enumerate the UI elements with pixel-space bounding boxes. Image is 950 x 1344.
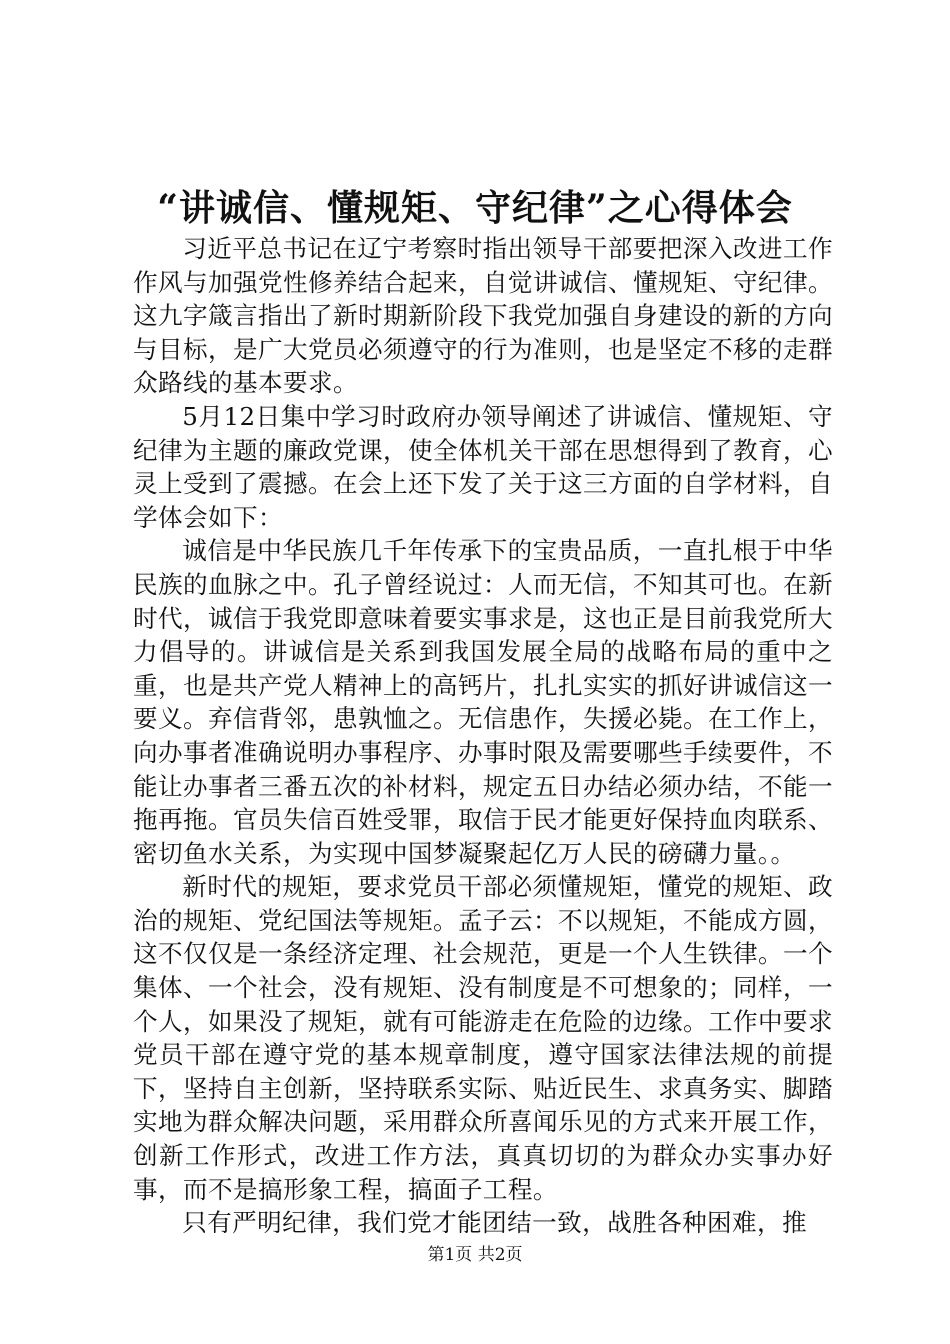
paragraph-4: 新时代的规矩，要求党员干部必须懂规矩，懂党的规矩、政治的规矩、党纪国法等规矩。孟子云：不以规矩，不能成方圆，这不仅仅是一条经济定理、社会规范，更是一个人生铁律。一个集体、一个社会，没有规矩、没有制度是不可想象的；同样，一个人，如果没了规矩，就有可能游走在危险的边缘。工作中要求党员干部在遵守党的基本规章制度，遵守国家法律法规的前提下，坚持自主创新，坚持联系实际、贴近民生、求真务实、脚踏实地为群众解决问题，采用群众所喜闻乐见的方式来开展工作，创新工作形式，改进工作方法，真真切切的为群众办实事办好事，而不是搞形象工程，搞面子工程。 bbox=[133, 872, 833, 1204]
document-title: “讲诚信、懂规矩、守纪律”之心得体会 bbox=[157, 187, 793, 229]
paragraph-5: 只有严明纪律，我们党才能团结一致，战胜各种困难，推 bbox=[182, 1208, 808, 1238]
document-body bbox=[133, 232, 833, 1240]
page-footer: 第1页 共2页 bbox=[427, 1245, 523, 1265]
paragraph-3: 诚信是中华民族几千年传承下的宝贵品质，一直扎根于中华民族的血脉之中。孔子曾经说过：人而无信，不知其可也。在新时代，诚信于我党即意味着要实事求是，这也正是目前我党所大力倡导的。讲诚信是关系到我国发展全局的战略布局的重中之重，也是共产党人精神上的高钙片，扎扎实实的抓好讲诚信这一要义。弃信背邻，患孰恤之。无信患作，失援必毙。在工作上，向办事者准确说明办事程序、办事时限及需要哪些手续要件，不能让办事者三番五次的补材料，规定五日办结必须办结，不能一拖再拖。官员失信百姓受罪，取信于民才能更好保持血肉联系、密切鱼水关系，为实现中国梦凝聚起亿万人民的磅礴力量。。 bbox=[133, 536, 833, 868]
paragraph-2: 5月12日集中学习时政府办领导阐述了讲诚信、懂规矩、守纪律为主题的廉政党课，使全体机关干部在思想得到了教育，心灵上受到了震撼。在会上还下发了关于这三方面的自学材料，自学体会如下： bbox=[133, 401, 833, 532]
paragraph-1: 习近平总书记在辽宁考察时指出领导干部要把深入改进工作作风与加强党性修养结合起来，自觉讲诚信、懂规矩、守纪律。这九字箴言指出了新时期新阶段下我党加强自身建设的新的方向与目标，是广大党员必须遵守的行为准则，也是坚定不移的走群众路线的基本要求。 bbox=[133, 234, 833, 398]
